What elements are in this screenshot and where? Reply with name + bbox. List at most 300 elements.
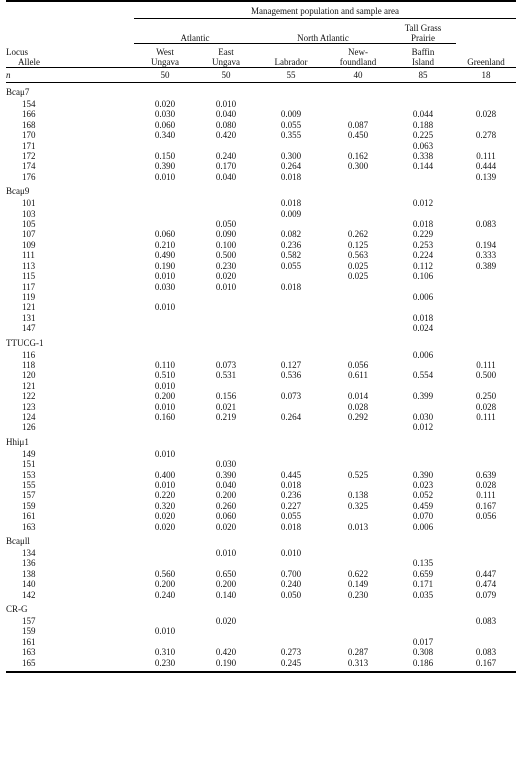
allele-label: 121 <box>22 380 36 391</box>
frequency-cell: 0.055 <box>280 511 302 522</box>
frequency-cell: 0.070 <box>412 511 434 522</box>
frequency-cell: 0.320 <box>154 500 176 511</box>
frequency-cell: 0.659 <box>412 568 434 579</box>
frequency-cell: 0.260 <box>215 500 237 511</box>
frequency-cell: 0.083 <box>475 219 497 230</box>
frequency-cell: 0.224 <box>412 250 434 261</box>
table-row <box>6 470 516 480</box>
frequency-cell: 0.010 <box>154 171 176 182</box>
frequency-cell: 0.060 <box>154 229 176 240</box>
table-row <box>6 647 516 657</box>
spanner-heading: Management population and sample area <box>134 4 516 19</box>
frequency-cell: 0.264 <box>280 161 302 172</box>
frequency-cell: 0.073 <box>215 359 237 370</box>
frequency-cell <box>456 292 516 302</box>
frequency-cell: 0.444 <box>475 161 497 172</box>
spanner-row <box>6 4 516 19</box>
frequency-cell <box>326 548 390 558</box>
frequency-cell: 0.006 <box>412 521 434 532</box>
frequency-cell <box>326 323 390 333</box>
frequency-cell: 0.156 <box>215 391 237 402</box>
frequency-cell: 0.079 <box>475 589 497 600</box>
frequency-cell: 0.090 <box>215 229 237 240</box>
frequency-cell: 0.400 <box>154 469 176 480</box>
frequency-cell <box>456 637 516 647</box>
frequency-cell <box>196 422 256 432</box>
frequency-cell: 0.052 <box>412 490 434 501</box>
frequency-cell <box>256 637 326 647</box>
frequency-cell <box>256 141 326 151</box>
table-row <box>6 219 516 229</box>
frequency-cell: 0.030 <box>412 411 434 422</box>
allele-label: 121 <box>22 302 36 313</box>
frequency-cell: 0.390 <box>215 469 237 480</box>
frequency-cell: 0.220 <box>154 490 176 501</box>
frequency-cell: 0.264 <box>280 411 302 422</box>
allele-label: 116 <box>22 349 36 360</box>
frequency-cell: 0.020 <box>215 521 237 532</box>
frequency-cell: 0.273 <box>280 647 302 658</box>
locus-heading-row <box>6 182 516 198</box>
allele-label: 176 <box>22 171 36 182</box>
frequency-cell <box>390 209 456 219</box>
frequency-cell: 0.030 <box>215 459 237 470</box>
table-row <box>6 558 516 568</box>
frequency-cell <box>326 99 390 109</box>
table-row <box>6 480 516 490</box>
frequency-cell: 0.017 <box>412 636 434 647</box>
frequency-cell <box>134 548 196 558</box>
frequency-cell <box>326 313 390 323</box>
frequency-cell: 0.112 <box>413 260 433 271</box>
frequency-cell <box>134 350 196 360</box>
frequency-cell: 0.056 <box>347 359 369 370</box>
table-body <box>6 83 516 673</box>
allele-label: 124 <box>22 411 36 422</box>
frequency-cell: 0.082 <box>280 229 302 240</box>
table-row <box>6 250 516 260</box>
frequency-cell: 0.236 <box>280 490 302 501</box>
allele-label: 159 <box>22 626 36 637</box>
frequency-cell: 0.135 <box>412 558 434 569</box>
frequency-cell: 0.287 <box>347 647 369 658</box>
frequency-cell: 0.018 <box>412 312 434 323</box>
frequency-cell <box>390 402 456 412</box>
frequency-cell: 0.167 <box>475 500 497 511</box>
frequency-cell: 0.144 <box>412 161 434 172</box>
frequency-cell: 0.200 <box>215 579 237 590</box>
frequency-cell <box>456 99 516 109</box>
frequency-cell: 0.194 <box>475 239 497 250</box>
frequency-cell: 0.060 <box>215 511 237 522</box>
frequency-cell: 0.450 <box>347 130 369 141</box>
frequency-cell <box>196 209 256 219</box>
frequency-cell <box>256 626 326 636</box>
allele-label: 149 <box>22 448 36 459</box>
table-row <box>6 141 516 151</box>
table-row <box>6 229 516 239</box>
frequency-cell <box>456 198 516 208</box>
frequency-cell: 0.390 <box>412 469 434 480</box>
frequency-cell: 0.030 <box>154 281 176 292</box>
allele-label: 140 <box>22 579 36 590</box>
frequency-cell <box>326 449 390 459</box>
locus-name: Hhiμ1 <box>6 436 29 447</box>
frequency-cell <box>456 381 516 391</box>
frequency-cell: 0.420 <box>215 130 237 141</box>
frequency-cell: 0.028 <box>475 109 497 120</box>
frequency-cell <box>456 302 516 312</box>
frequency-cell: 0.536 <box>280 370 302 381</box>
allele-label: 161 <box>22 636 36 647</box>
frequency-cell: 0.111 <box>476 411 496 422</box>
frequency-cell: 0.110 <box>155 359 175 370</box>
sample-size-row <box>6 68 516 83</box>
frequency-cell <box>134 313 196 323</box>
frequency-cell: 0.040 <box>215 109 237 120</box>
frequency-cell: 0.355 <box>280 130 302 141</box>
frequency-cell <box>134 637 196 647</box>
table-row <box>6 370 516 380</box>
frequency-cell: 0.020 <box>154 511 176 522</box>
frequency-cell <box>196 381 256 391</box>
allele-label: 171 <box>22 140 36 151</box>
locus-heading-row <box>6 600 516 616</box>
table-row <box>6 282 516 292</box>
frequency-cell: 0.018 <box>280 480 302 490</box>
frequency-cell: 0.650 <box>215 568 237 579</box>
frequency-cell <box>134 198 196 208</box>
frequency-cell: 0.186 <box>412 657 434 668</box>
frequency-cell <box>390 99 456 109</box>
frequency-cell: 0.447 <box>475 568 497 579</box>
frequency-cell: 0.399 <box>412 391 434 402</box>
frequency-cell <box>390 626 456 636</box>
frequency-cell: 0.500 <box>215 250 237 261</box>
frequency-cell: 0.229 <box>412 229 434 240</box>
frequency-cell: 0.253 <box>412 239 434 250</box>
group-tall-grass-prairie: Tall Grass Prairie <box>390 19 456 44</box>
frequency-cell <box>256 271 326 281</box>
locus-heading-row <box>6 433 516 449</box>
frequency-cell <box>256 558 326 568</box>
locus-heading-row <box>6 83 516 100</box>
frequency-cell <box>196 302 256 312</box>
frequency-cell <box>196 558 256 568</box>
frequency-cell: 0.028 <box>475 401 497 412</box>
table-row <box>6 161 516 171</box>
table-row <box>6 548 516 558</box>
allele-label: 109 <box>22 239 36 250</box>
frequency-cell <box>256 381 326 391</box>
frequency-cell: 0.308 <box>412 647 434 658</box>
sample-size-value: 85 <box>390 68 456 83</box>
frequency-cell: 0.010 <box>154 271 176 282</box>
allele-label: 168 <box>22 119 36 130</box>
frequency-cell <box>326 198 390 208</box>
frequency-cell: 0.389 <box>475 260 497 271</box>
frequency-cell <box>456 449 516 459</box>
allele-label: 105 <box>22 219 36 230</box>
frequency-cell: 0.014 <box>347 391 369 402</box>
allele-label: 111 <box>22 250 35 261</box>
table-row <box>6 261 516 271</box>
frequency-cell: 0.170 <box>215 161 237 172</box>
sample-size-value: 18 <box>456 68 516 83</box>
frequency-cell: 0.340 <box>154 130 176 141</box>
frequency-cell <box>196 449 256 459</box>
frequency-cell: 0.010 <box>154 380 176 391</box>
allele-label: 118 <box>22 359 36 370</box>
frequency-cell: 0.582 <box>280 250 302 261</box>
frequency-cell: 0.025 <box>347 271 369 282</box>
frequency-cell <box>326 459 390 469</box>
frequency-cell: 0.020 <box>154 521 176 532</box>
frequency-cell <box>326 302 390 312</box>
frequency-cell: 0.531 <box>215 370 237 381</box>
frequency-cell: 0.028 <box>347 401 369 412</box>
frequency-cell <box>134 209 196 219</box>
table-row <box>6 323 516 333</box>
allele-label: 142 <box>22 589 36 600</box>
frequency-cell <box>390 172 456 182</box>
frequency-cell: 0.300 <box>280 151 302 162</box>
frequency-cell: 0.087 <box>347 119 369 130</box>
frequency-cell: 0.162 <box>347 151 369 162</box>
frequency-cell <box>456 229 516 239</box>
locus-heading-row <box>6 532 516 548</box>
frequency-cell: 0.200 <box>154 391 176 402</box>
locus-name: Bcaμll <box>6 536 30 547</box>
allele-label: 154 <box>22 99 36 109</box>
frequency-cell: 0.018 <box>280 521 302 532</box>
frequency-cell: 0.012 <box>412 422 434 433</box>
frequency-cell: 0.138 <box>347 490 369 501</box>
frequency-cell <box>326 616 390 626</box>
frequency-cell <box>326 350 390 360</box>
frequency-cell <box>134 558 196 568</box>
frequency-cell: 0.278 <box>475 130 497 141</box>
frequency-cell: 0.250 <box>475 391 497 402</box>
frequency-cell <box>134 459 196 469</box>
frequency-cell: 0.230 <box>347 589 369 600</box>
frequency-cell <box>456 323 516 333</box>
sample-size-value: 50 <box>196 68 256 83</box>
sample-size-value: 55 <box>256 68 326 83</box>
allele-label: 163 <box>22 521 36 532</box>
frequency-cell <box>134 323 196 333</box>
table-row <box>6 130 516 140</box>
frequency-cell: 0.188 <box>412 119 434 130</box>
frequency-cell: 0.230 <box>215 260 237 271</box>
frequency-cell <box>196 323 256 333</box>
column-heading-west-ungava: West Ungava <box>151 47 179 67</box>
frequency-cell <box>256 99 326 109</box>
frequency-cell: 0.025 <box>347 260 369 271</box>
frequency-cell: 0.230 <box>154 657 176 668</box>
frequency-cell <box>326 209 390 219</box>
table-row <box>6 120 516 130</box>
column-heading-newfoundland: New- foundland <box>339 47 377 67</box>
table-row <box>6 172 516 182</box>
frequency-cell: 0.210 <box>154 239 176 250</box>
allele-label: 101 <box>22 198 36 209</box>
frequency-cell: 0.010 <box>280 548 302 559</box>
table-row <box>6 569 516 579</box>
table-row <box>6 350 516 360</box>
frequency-cell <box>456 459 516 469</box>
frequency-cell: 0.240 <box>280 579 302 590</box>
frequency-cell: 0.225 <box>412 130 434 141</box>
allele-label: 163 <box>22 647 36 658</box>
allele-label: 159 <box>22 500 36 511</box>
frequency-cell: 0.292 <box>347 411 369 422</box>
table-row <box>6 292 516 302</box>
frequency-cell: 0.245 <box>280 657 302 668</box>
table-row <box>6 402 516 412</box>
frequency-cell: 0.010 <box>154 448 176 459</box>
frequency-cell: 0.227 <box>280 500 302 511</box>
frequency-cell <box>456 522 516 532</box>
frequency-cell: 0.023 <box>412 480 434 490</box>
frequency-cell: 0.060 <box>154 119 176 130</box>
frequency-cell: 0.622 <box>347 568 369 579</box>
frequency-cell: 0.240 <box>154 589 176 600</box>
allele-label: 157 <box>22 616 36 627</box>
table-row <box>6 313 516 323</box>
allele-label: 166 <box>22 109 36 120</box>
frequency-cell: 0.009 <box>280 109 302 120</box>
frequency-cell: 0.240 <box>215 151 237 162</box>
table-row <box>6 616 516 626</box>
allele-label: 136 <box>22 558 36 569</box>
frequency-cell: 0.563 <box>347 250 369 261</box>
frequency-cell <box>134 141 196 151</box>
frequency-cell <box>456 626 516 636</box>
frequency-cell: 0.021 <box>215 401 237 412</box>
group-row <box>6 19 516 44</box>
frequency-cell: 0.080 <box>215 119 237 130</box>
frequency-cell: 0.150 <box>154 151 176 162</box>
frequency-cell: 0.700 <box>280 568 302 579</box>
frequency-cell <box>326 219 390 229</box>
frequency-cell: 0.010 <box>215 281 237 292</box>
table-row <box>6 579 516 589</box>
frequency-cell: 0.100 <box>215 239 237 250</box>
frequency-cell: 0.474 <box>475 579 497 590</box>
frequency-cell <box>390 282 456 292</box>
column-heading-east-ungava: East Ungava <box>212 47 240 67</box>
frequency-cell: 0.010 <box>215 99 237 109</box>
table-row <box>6 302 516 312</box>
frequency-cell <box>256 219 326 229</box>
frequency-cell <box>390 548 456 558</box>
allele-label: 170 <box>22 130 36 141</box>
frequency-cell: 0.111 <box>476 359 496 370</box>
allele-label: 151 <box>22 459 36 470</box>
frequency-cell: 0.333 <box>475 250 497 261</box>
table-row <box>6 590 516 600</box>
sample-size-value: 50 <box>134 68 196 83</box>
frequency-cell: 0.083 <box>475 647 497 658</box>
allele-label: 174 <box>22 161 36 172</box>
frequency-cell <box>256 292 326 302</box>
frequency-cell: 0.024 <box>412 323 434 334</box>
frequency-cell: 0.219 <box>215 411 237 422</box>
allele-label: 115 <box>22 271 36 282</box>
table-row <box>6 271 516 281</box>
column-heading-greenland: Greenland <box>467 57 505 67</box>
frequency-cell: 0.055 <box>280 260 302 271</box>
column-heading-baffin-island: Baffin Island <box>411 47 435 67</box>
locus-name: TTUCG-1 <box>6 337 44 348</box>
frequency-cell: 0.020 <box>154 99 176 109</box>
frequency-cell <box>326 109 390 119</box>
frequency-cell: 0.639 <box>475 469 497 480</box>
frequency-cell: 0.111 <box>476 490 496 501</box>
frequency-cell: 0.445 <box>280 469 302 480</box>
frequency-cell: 0.200 <box>154 579 176 590</box>
group-atlantic: Atlantic <box>134 19 256 44</box>
frequency-cell <box>390 360 456 370</box>
frequency-cell: 0.459 <box>412 500 434 511</box>
frequency-cell <box>390 302 456 312</box>
allele-label: 147 <box>22 323 36 334</box>
frequency-cell: 0.300 <box>347 161 369 172</box>
allele-label: 122 <box>22 391 36 402</box>
frequency-cell <box>326 480 390 490</box>
frequency-cell <box>256 616 326 626</box>
frequency-cell <box>196 141 256 151</box>
frequency-cell: 0.020 <box>215 616 237 627</box>
table-row <box>6 240 516 250</box>
frequency-cell: 0.028 <box>475 480 497 490</box>
stub-heading: Locus Allele <box>6 47 40 67</box>
frequency-cell <box>390 459 456 469</box>
frequency-cell: 0.560 <box>154 568 176 579</box>
allele-label: 126 <box>22 422 36 433</box>
bottom-rule <box>6 668 516 672</box>
frequency-cell: 0.010 <box>154 401 176 412</box>
table-row <box>6 511 516 521</box>
frequency-cell: 0.525 <box>347 469 369 480</box>
frequency-cell <box>326 637 390 647</box>
table-row <box>6 381 516 391</box>
sample-size-value: 40 <box>326 68 390 83</box>
table-row <box>6 360 516 370</box>
frequency-cell: 0.035 <box>412 589 434 600</box>
frequency-cell <box>256 449 326 459</box>
table-row <box>6 209 516 219</box>
frequency-cell: 0.313 <box>347 657 369 668</box>
frequency-cell <box>456 209 516 219</box>
frequency-cell <box>256 422 326 432</box>
table-row <box>6 626 516 636</box>
frequency-cell <box>456 141 516 151</box>
table-row <box>6 459 516 469</box>
frequency-cell <box>196 626 256 636</box>
frequency-cell: 0.554 <box>412 370 434 381</box>
allele-label: 131 <box>22 312 36 323</box>
frequency-cell: 0.106 <box>412 271 434 282</box>
frequency-cell <box>326 141 390 151</box>
table-row <box>6 501 516 511</box>
frequency-cell: 0.010 <box>215 548 237 559</box>
table-row <box>6 422 516 432</box>
frequency-cell <box>456 313 516 323</box>
frequency-cell <box>390 616 456 626</box>
frequency-cell: 0.013 <box>347 521 369 532</box>
